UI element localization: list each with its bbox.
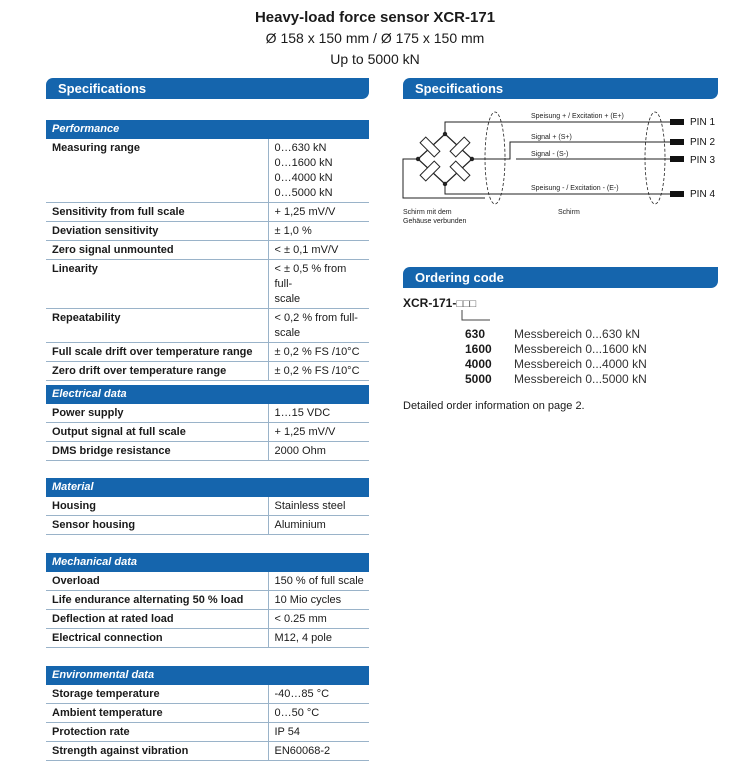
spec-value (268, 362, 369, 381)
spec-label: Power supply (46, 404, 268, 423)
spec-value: 150 % of full scale (268, 572, 369, 591)
spec-value: 1…15 VDC (268, 404, 369, 423)
electrical-row (46, 423, 369, 442)
pin-3-label: PIN 3 (690, 155, 716, 166)
spec-value: IP 54 (268, 723, 369, 742)
spec-value-line: ± 0,2 % FS /10°C (274, 365, 360, 377)
right-specifications-bar: Specifications (403, 78, 718, 99)
mechanical-row (46, 572, 369, 591)
material-row (46, 516, 369, 535)
spec-label: Housing (46, 497, 268, 516)
spec-label: DMS bridge resistance (46, 442, 268, 461)
spec-value: < 0.25 mm (268, 610, 369, 629)
order-code-row (465, 372, 647, 387)
performance-row (46, 260, 369, 309)
wire-signal-minus (408, 159, 683, 172)
spec-value (268, 260, 369, 309)
order-note: Detailed order information on page 2. (403, 400, 585, 412)
shield-note-2: Gehäuse verbunden (403, 218, 467, 225)
pin-2-label: PIN 2 (690, 137, 716, 148)
page-title: Heavy-load force sensor XCR-171 (254, 9, 496, 26)
spec-label: Deviation sensitivity (46, 222, 268, 241)
electrical-table (46, 385, 369, 461)
order-code-value: 1600 (465, 342, 492, 356)
spec-label: Linearity (46, 260, 268, 309)
performance-heading: Performance (46, 120, 369, 139)
order-code-value: 630 (465, 327, 486, 341)
spec-label: Repeatability (46, 309, 268, 343)
spec-value-line: ± 0,2 % FS /10°C (274, 346, 360, 358)
spec-label: Overload (46, 572, 268, 591)
spec-value (268, 222, 369, 241)
pin-1-label: PIN 1 (690, 117, 716, 128)
spec-value-line: 0…5000 kN (274, 187, 333, 199)
spec-label: Electrical connection (46, 629, 268, 648)
mechanical-heading: Mechanical data (46, 553, 369, 572)
environmental-row (46, 742, 369, 761)
spec-value-line: 0…4000 kN (274, 172, 333, 184)
ordering-code-bar: Ordering code (403, 267, 718, 288)
mechanical-row (46, 591, 369, 610)
spec-label: Sensor housing (46, 516, 268, 535)
performance-row (46, 139, 369, 203)
material-heading-row (46, 478, 369, 497)
spec-value (268, 203, 369, 222)
spec-value: EN60068-2 (268, 742, 369, 761)
performance-row (46, 222, 369, 241)
mechanical-table (46, 553, 369, 648)
order-code-row (465, 327, 647, 342)
spec-label: Storage temperature (46, 685, 268, 704)
environmental-heading-row (46, 666, 369, 685)
order-placeholder: □□□ (456, 298, 477, 310)
order-code-description: Messbereich 0...5000 kN (514, 372, 647, 386)
spec-value (268, 343, 369, 362)
spec-value-line: < ± 0,5 % from full- (274, 263, 347, 290)
order-prefix: XCR-171- (403, 296, 457, 310)
shield-ellipse-right (645, 112, 665, 204)
spec-value (268, 241, 369, 260)
spec-value: M12, 4 pole (268, 629, 369, 648)
spec-value-line: < ± 0,1 mV/V (274, 244, 339, 256)
spec-value: Aluminium (268, 516, 369, 535)
environmental-row (46, 685, 369, 704)
spec-value-line: + 1,25 mV/V (274, 206, 336, 218)
performance-heading-row (46, 120, 369, 139)
wiring-diagram (400, 106, 730, 236)
electrical-heading: Electrical data (46, 385, 369, 404)
mechanical-row (46, 610, 369, 629)
spec-label: Protection rate (46, 723, 268, 742)
spec-label: Strength against vibration (46, 742, 268, 761)
performance-row (46, 362, 369, 381)
spec-value: + 1,25 mV/V (268, 423, 369, 442)
order-code-value: 5000 (465, 372, 492, 386)
spec-value: Stainless steel (268, 497, 369, 516)
material-heading: Material (46, 478, 369, 497)
performance-row (46, 241, 369, 260)
order-code-title (403, 296, 476, 310)
wire-signal-plus (472, 142, 683, 159)
header (0, 8, 750, 70)
spec-value-line: scale (274, 293, 301, 305)
spec-value: 10 Mio cycles (268, 591, 369, 610)
spec-value-line: scale (274, 327, 301, 339)
label-signal-minus: Signal - (S-) (531, 151, 569, 158)
material-row (46, 497, 369, 516)
spec-label: Output signal at full scale (46, 423, 268, 442)
environmental-row (46, 723, 369, 742)
spec-value (268, 309, 369, 343)
performance-row (46, 309, 369, 343)
capacity-text: Up to 5000 kN (330, 51, 420, 67)
label-excitation-minus: Speisung - / Excitation - (E-) (531, 185, 619, 192)
spec-label: Zero signal unmounted (46, 241, 268, 260)
order-code-list (465, 327, 647, 387)
spec-label: Sensitivity from full scale (46, 203, 268, 222)
order-code-description: Messbereich 0...630 kN (514, 327, 641, 341)
electrical-heading-row (46, 385, 369, 404)
pin-4-label: PIN 4 (690, 189, 716, 200)
shield-note-1: Schirm mit dem (403, 209, 452, 216)
shield-label: Schirm (558, 209, 580, 216)
spec-label: Ambient temperature (46, 704, 268, 723)
spec-label: Measuring range (46, 139, 268, 203)
spec-label: Deflection at rated load (46, 610, 268, 629)
spec-value-line: ± 1,0 % (274, 225, 312, 237)
spec-label: Life endurance alternating 50 % load (46, 591, 268, 610)
material-table (46, 478, 369, 535)
spec-label: Full scale drift over temperature range (46, 343, 268, 362)
dimensions-text: Ø 158 x 150 mm / Ø 175 x 150 mm (265, 30, 485, 46)
environmental-table (46, 666, 369, 761)
spec-value-line: 0…630 kN (274, 142, 327, 154)
performance-table (46, 120, 369, 381)
spec-value: 2000 Ohm (268, 442, 369, 461)
environmental-row (46, 704, 369, 723)
mechanical-row (46, 629, 369, 648)
electrical-row (46, 404, 369, 423)
label-excitation-plus: Speisung + / Excitation + (E+) (531, 113, 624, 120)
order-code-description: Messbereich 0...4000 kN (514, 357, 647, 371)
order-code-connector (460, 310, 490, 325)
performance-row (46, 203, 369, 222)
order-code-row (465, 342, 647, 357)
spec-value-line: 0…1600 kN (274, 157, 333, 169)
spec-label: Zero drift over temperature range (46, 362, 268, 381)
performance-row (46, 343, 369, 362)
order-code-description: Messbereich 0...1600 kN (514, 342, 647, 356)
mechanical-heading-row (46, 553, 369, 572)
spec-value (268, 139, 369, 203)
order-code-value: 4000 (465, 357, 492, 371)
shield-return-wire (403, 159, 485, 198)
spec-value-line: < 0,2 % from full- (274, 312, 358, 324)
left-specifications-bar: Specifications (46, 78, 369, 99)
label-signal-plus: Signal + (S+) (531, 134, 572, 141)
electrical-row (46, 442, 369, 461)
environmental-heading: Environmental data (46, 666, 369, 685)
spec-value: 0…50 °C (268, 704, 369, 723)
order-code-row (465, 357, 647, 372)
spec-value: -40…85 °C (268, 685, 369, 704)
